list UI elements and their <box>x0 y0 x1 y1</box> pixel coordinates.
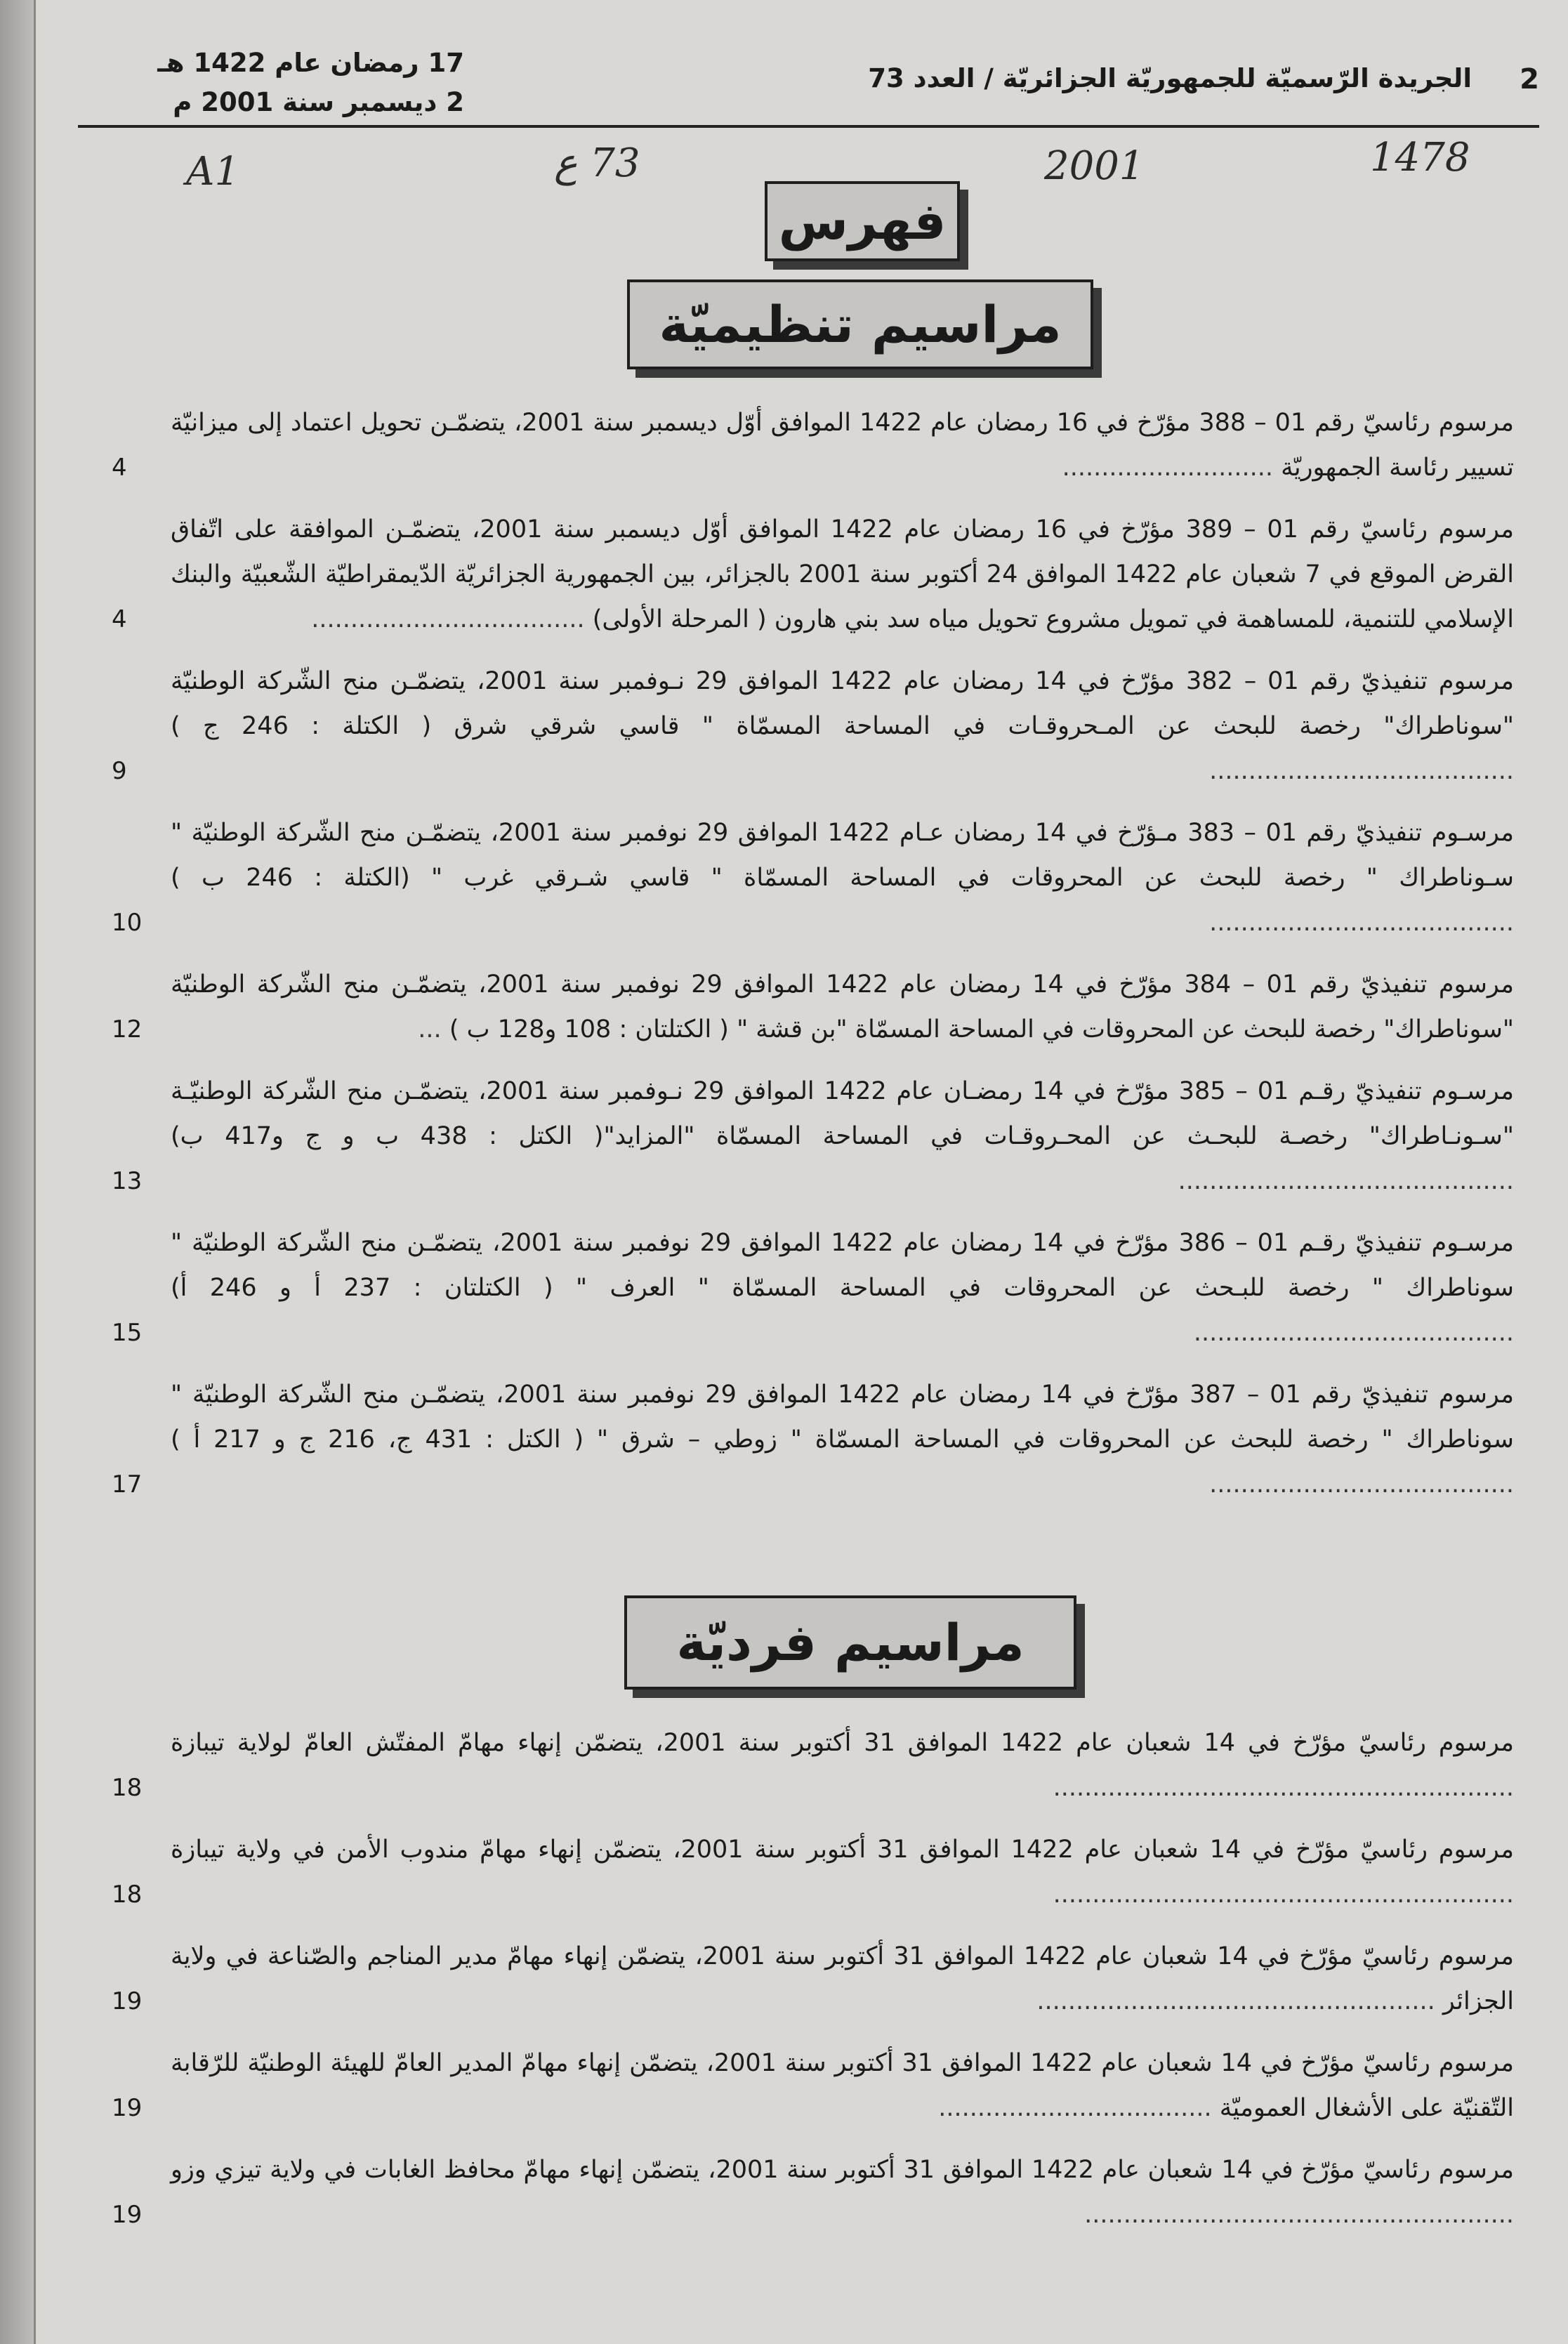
entry-page-number: 12 <box>112 1015 143 1043</box>
leader-dots: ................................... <box>311 605 585 633</box>
index-title-box <box>765 181 960 261</box>
leader-dots: ....................................... <box>1209 757 1514 785</box>
entry-text: مرسوم تنفيذيّ رقم 01 – 384 مؤرّخ في 14 رمضان عام 1422 الموافق 29 نوفمبر سنة 2001، يتضمّـن منح الشّركة الوطنيّة "سوناطراك" رخصة للبحث عن المحروقات في المساحة المسمّاة "بن قشة " ( الكتلتان : 108 و128 ب ) <box>171 970 1514 1043</box>
handwritten-note-year: 2001 <box>1044 143 1145 189</box>
page-header <box>92 37 1539 119</box>
header-rule <box>78 125 1539 128</box>
toc-entry[interactable] <box>106 1934 1514 2024</box>
entry-text: مرسوم رئاسيّ رقم 01 – 388 مؤرّخ في 16 رمضان عام 1422 الموافق أوّل ديسمبر سنة 2001، يتضمّـن تحويل اعتماد إلى ميزانيّة تسيير رئاسة الجمهوريّة <box>171 409 1515 482</box>
entry-text: مرسوم رئاسيّ رقم 01 – 389 مؤرّخ في 16 رمضان عام 1422 الموافق أوّل ديسمبر سنة 2001، يتضمّـن الموافقة على اتّفاق القرض الموقع في 7 شعبان عام 1422 الموافق 24 أكتوبر سنة 2001 بالجزائر، بين الجمهورية الجزائريّة الدّيمقراطيّة الشّعبيّة والبنك الإسلامي للتنمية، للمساهمة في تمويل مشروع تحويل مياه سد بني هارون ( المرحلة الأولى) <box>171 515 1515 633</box>
date-gregorian: 2 ديسمبر سنة 2001 م <box>173 87 464 117</box>
leader-dots: ....................................... <box>1209 1470 1514 1499</box>
handwritten-note-issue: 73 ع <box>554 140 640 186</box>
toc-entry[interactable] <box>106 1220 1514 1355</box>
individual-entries-list <box>106 1720 1514 2254</box>
toc-entry[interactable] <box>106 1069 1514 1204</box>
individual-decrees-title: مراسيم فرديّة <box>676 1613 1025 1672</box>
leader-dots: ....................................... <box>1209 909 1514 937</box>
toc-entry[interactable] <box>106 810 1514 945</box>
entry-text: مرسـوم تنفيذيّ رقـم 01 – 386 مؤرّخ في 14 رمضان عام 1422 الموافق 29 نوفمبر سنة 2001، يتضمّـن منح الشّركة الوطنيّة " سوناطراك " رخصة للبـحث عن المحروقات في المساحة المسمّاة " العرف " ( الكتلتان : 237 أ و 246 أ) <box>171 1229 1514 1302</box>
entry-page-number: 19 <box>112 2201 143 2229</box>
leader-dots: ........................................................... <box>1053 1881 1514 1909</box>
gazette-title: الجريدة الرّسميّة للجمهوريّة الجزائريّة / العدد 73 <box>868 63 1472 93</box>
toc-entry[interactable] <box>106 400 1514 490</box>
regulatory-decrees-title-box <box>627 279 1093 369</box>
entry-page-number: 19 <box>112 2094 143 2122</box>
entry-text: مرسوم رئاسيّ مؤرّخ في 14 شعبان عام 1422 الموافق 31 أكتوبر سنة 2001، يتضمّن إنهاء مهامّ المدير العامّ للهيئة الوطنيّة للرّقابة التّقنيّة على الأشغال العموميّة <box>171 2049 1514 2122</box>
toc-entry[interactable] <box>106 507 1514 642</box>
leader-dots: ... <box>418 1015 442 1043</box>
entry-page-number: 17 <box>112 1470 143 1499</box>
leader-dots: ................................... <box>938 2094 1212 2122</box>
leader-dots: ................................................... <box>1036 1987 1435 2015</box>
toc-entry[interactable] <box>106 2041 1514 2131</box>
regulatory-decrees-title: مراسيم تنظيميّة <box>659 295 1062 354</box>
leader-dots: ......................................... <box>1193 1319 1514 1347</box>
toc-entry[interactable] <box>106 2147 1514 2237</box>
entry-page-number: 15 <box>112 1319 143 1347</box>
entry-page-number: 18 <box>112 1881 143 1909</box>
header-dates <box>99 44 464 122</box>
leader-dots: ........................................... <box>1178 1167 1514 1195</box>
entry-text: مرسـوم تنفيذيّ رقم 01 – 383 مـؤرّخ في 14 رمضان عـام 1422 الموافق 29 نوفمبر سنة 2001، يتضمّـن منح الشّركة الوطنيّة " سـوناطراك " رخصة للبحث عن المحروقات في المساحة المسمّاة " قاسي شـرقي غرب " (الكتلة : 246 ب ) <box>171 819 1515 892</box>
entry-page-number: 4 <box>112 605 127 633</box>
entry-page-number: 9 <box>112 757 127 785</box>
entry-text: مرسوم تنفيذيّ رقم 01 – 382 مؤرّخ في 14 رمضان عام 1422 الموافق 29 نـوفمبر سنة 2001، يتضمّـن منح الشّركة الوطنيّة "سوناطراك" رخصة للبحث عن المـحروقـات في المساحة المسمّاة " قاسي شرقي شرق ( الكتلة : 246 ج ) <box>171 667 1514 740</box>
date-hijri: 17 رمضان عام 1422 هـ <box>157 48 464 78</box>
leader-dots: ........................................................... <box>1053 1774 1514 1802</box>
handwritten-note-left: A1 <box>186 149 240 195</box>
entry-text: مرسوم رئاسيّ مؤرّخ في 14 شعبان عام 1422 الموافق 31 أكتوبر سنة 2001، يتضمّن إنهاء مهامّ المفتّش العامّ لولاية تيبازة <box>171 1729 1515 1757</box>
entry-text: مرسوم رئاسيّ مؤرّخ في 14 شعبان عام 1422 الموافق 31 أكتوبر سنة 2001، يتضمّن إنهاء مهامّ محافظ الغابات في ولاية تيزي وزو <box>171 2156 1514 2184</box>
toc-entry[interactable] <box>106 1372 1514 1507</box>
entry-page-number: 13 <box>112 1167 143 1195</box>
leader-dots: ........................... <box>1062 454 1273 482</box>
entry-page-number: 19 <box>112 1987 143 2015</box>
index-title: فهرس <box>778 192 947 251</box>
page-number: 2 <box>1520 63 1539 96</box>
entry-text: مرسوم تنفيذيّ رقم 01 – 387 مؤرّخ في 14 رمضان عام 1422 الموافق 29 نوفمبر سنة 2001، يتضمّـن منح الشّركة الوطنيّة " سوناطراك " رخصة للبحث عن المحروقات في المساحة المسمّاة " زوطي – شرق " ( الكتل : 431 ج، 216 ج و 217 أ ) <box>171 1381 1514 1454</box>
entry-page-number: 4 <box>112 454 127 482</box>
gazette-page <box>34 0 1568 2344</box>
toc-entry[interactable] <box>106 1720 1514 1810</box>
leader-dots: ....................................................... <box>1084 2201 1514 2229</box>
entry-text: مرسـوم تنفيذيّ رقـم 01 – 385 مؤرّخ في 14 رمضـان عام 1422 الموافق 29 نـوفمبر سنة 2001، يتضمّـن منح الشّركة الوطنيّـة "سـونـاطراك" رخصـة للبحـث عن المحـروقـات في المساحة المسمّاة "المزايد"( الكتل : 438 ب و ج و417 ب) <box>171 1077 1514 1150</box>
toc-entry[interactable] <box>106 659 1514 794</box>
entry-page-number: 18 <box>112 1774 143 1802</box>
toc-entry[interactable] <box>106 962 1514 1052</box>
page-fold-shadow <box>0 0 34 2344</box>
entry-text: مرسوم رئاسيّ مؤرّخ في 14 شعبان عام 1422 الموافق 31 أكتوبر سنة 2001، يتضمّن إنهاء مهامّ مدير المناجم والصّناعة في ولاية الجزائر <box>171 1942 1514 2015</box>
entry-text: مرسوم رئاسيّ مؤرّخ في 14 شعبان عام 1422 الموافق 31 أكتوبر سنة 2001، يتضمّن إنهاء مهامّ مندوب الأمن في ولاية تيبازة <box>171 1836 1514 1864</box>
entry-page-number: 10 <box>112 909 143 937</box>
regulatory-entries-list <box>106 400 1514 1524</box>
handwritten-note-right: 1478 <box>1370 135 1470 180</box>
toc-entry[interactable] <box>106 1827 1514 1917</box>
individual-decrees-title-box <box>624 1595 1076 1690</box>
